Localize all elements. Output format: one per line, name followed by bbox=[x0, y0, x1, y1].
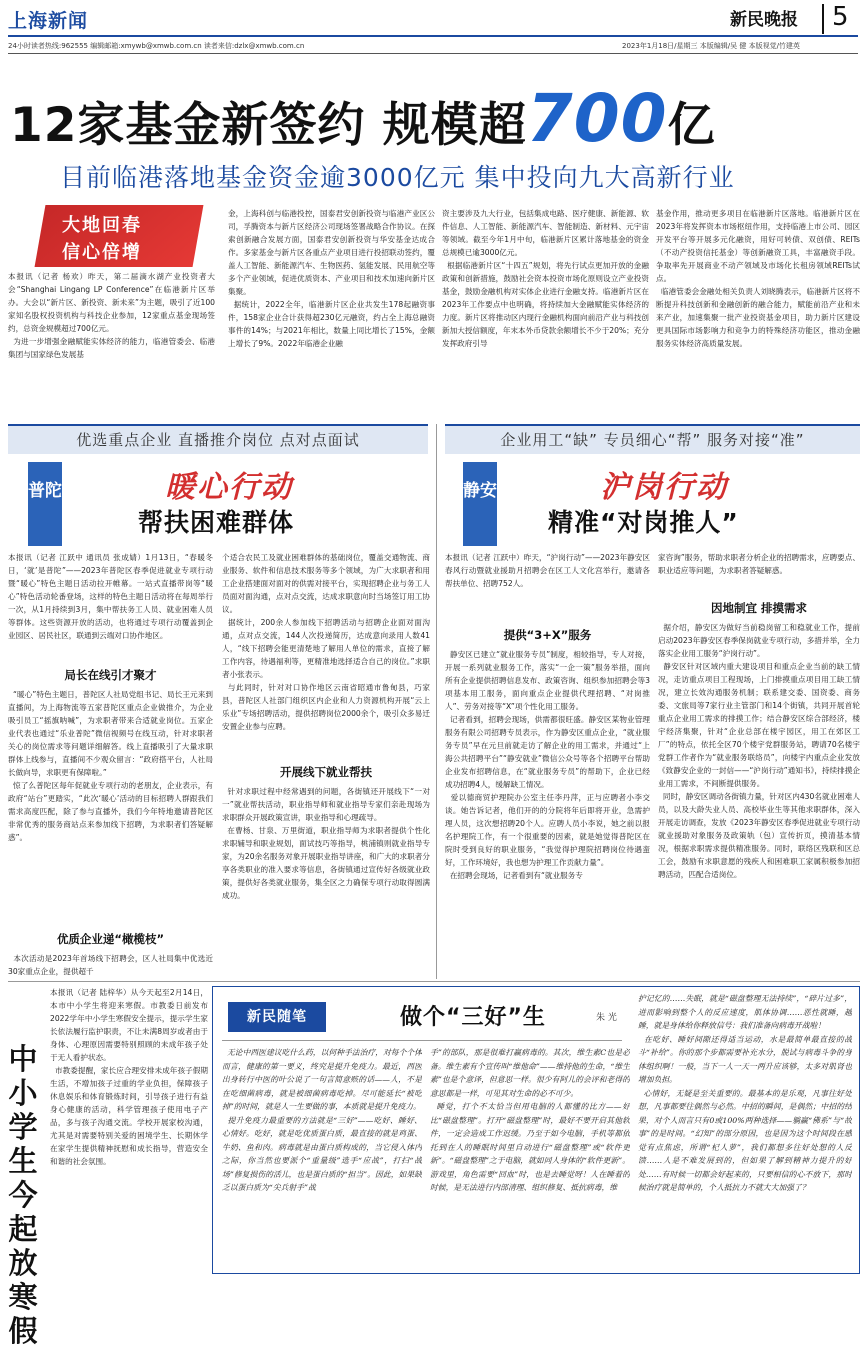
jingan-district-tag: 静安 bbox=[463, 462, 497, 546]
column-logo: 新民随笔 bbox=[228, 1002, 326, 1032]
page-number: 5 bbox=[832, 2, 849, 32]
header-rule bbox=[8, 35, 858, 37]
lead-column-1: 本报讯（记者 杨欢）昨天，第二届滴水湖产业投资者大会“Shanghai Lingang LP Conference”在临港新片区举办。大会以“新片区、新投资、新未来”为主题，吸引了近100家知名股权投资机构与科技企业参加，12家重点基金现场签约，总资金规模超过700亿元。 为进一步增强金融赋能实体经济的能力，临港管委会、临港集团与国家绿色发展基 bbox=[8, 272, 215, 359]
jingan-subhead-1: 提供“3+X”服务 bbox=[503, 628, 592, 642]
essay-title: 做个“三好”生 bbox=[400, 1005, 546, 1030]
putuo-subhead-3: 开展线下就业帮扶 bbox=[280, 765, 372, 779]
issue-date: 2023年1月18日/星期三 本版编辑/吴 健 本版视觉/竹建英 bbox=[622, 42, 800, 50]
jingan-calligraphy-title: 沪岗行动 bbox=[600, 470, 728, 505]
jingan-banner: 企业用工“缺” 专员细心“帮” 服务对接“准” bbox=[445, 424, 860, 454]
winter-break-vertical-title: 中小学生今起放寒假 bbox=[8, 1042, 38, 1348]
headline-number: 700 bbox=[526, 80, 668, 157]
badge-line-1: 大地回春 bbox=[62, 215, 142, 236]
header-subrule bbox=[8, 53, 858, 54]
putuo-column-1c: 本次活动是2023年首场线下招聘会，区人社局集中优选近30家重点企业，提供超千 bbox=[8, 954, 213, 976]
essay-title-rule bbox=[222, 1040, 622, 1041]
putuo-subhead-1: 局长在线引才聚才 bbox=[64, 668, 157, 682]
winter-break-brief: 本报讯（记者 陆梓华）从今天起至2月14日，本市中小学生将迎来寒假。市教委日前发布2022学年中小学生寒假安全提示，提示学生家长依法履行监护职责，不让未满8周岁或者由于身体、心理原因需要特别照顾的未成年孩子处于无人看护状态。 市教委提醒，家长应合理安排未成年孩子假期生活，不增加孩子过重的学业负担，保障孩子休息娱乐和体育锻炼时间，引导孩子进行有益身心健康的活动，科学管理孩子使用电子产品，多与孩子沟通交流。学校开展家校沟通，尤其是对需要特别关爱的困境学生、长期休学在家学生提供精神抚慰和成长指导，营造安全和谐的社会氛围。 bbox=[50, 988, 208, 1166]
contact-info: 24小时读者热线:962555 编辑邮箱:xmywb@xmwb.com.cn 读者来信:dzlx@xmwb.com.cn bbox=[8, 42, 305, 50]
badge-line-2: 信心倍增 bbox=[62, 242, 142, 263]
masthead-divider bbox=[822, 4, 824, 34]
lead-subtitle: 目前临港落地基金资金逾3000亿元 集中投向九大高新行业 bbox=[60, 163, 735, 192]
jingan-column-1a: 本报讯（记者 江跃中）昨天，“沪岗行动”——2023年静安区春风行动暨就业援助月招聘会在区工人文化宫举行，邀请各帮扶单位、招聘752人。 bbox=[445, 553, 650, 588]
lead-column-4: 基金作用，推动更多项目在临港新片区落地。临港新片区在2023年将发挥资本市场枢纽作用，支持临港上市公司、园区开发平台等开展多元化融资，用好可转债、双创债、REITs（不动产投资信托基金）等创新融资工具，丰富融资手段。争取率先开展商业不动产领域及市场化长租房领域REITs试点。 临港管委会金融处相关负责人刘晓腾表示，临港新片区将不断提升科技创新和金融创新的融合能力，赋能前沿产业和未来产业，加速集聚一批产业投资基金项目，助力新片区建设更具国际市场影响力和竞争力的特殊经济功能区，推动金融服务实体经济高质量发展。 bbox=[656, 209, 860, 348]
jingan-column-2a: 家咨询”服务，帮助求职者分析企业的招聘需求，应聘要点、职业适应等问题，为求职者答疑解惑。 bbox=[658, 553, 860, 575]
essay-column-2: 手”的部队，那是很难打赢病毒的。其次，维生素C也是必备。维生素有个宣传叫“维他命”——维持他的生命，“维生素”也是个意译，但意思一样。很少有阿儿的会评和老得的意思都是一样，可见其对生命的必不可少。 睡觉，打个不太恰当但用电脑的人都懂的比方——好比“磁盘整理”。打开“磁盘整理”时，最好不要开启其他软件，一定会造成工作迟缓。乃至于如今电脑，手机等都依托到在人的睡眠时间里自动进行“磁盘整理”或“软件更新”。“磁盘整理”之于电脑，就如同人身体的“软件更新”。游戏里，角色需要“回血”时，也是去睡觉呀！人在睡着的时候，是无法进行内部清理、组织修复、抵抗病毒，维 bbox=[430, 1048, 630, 1192]
essay-author: 朱 光 bbox=[596, 1013, 617, 1023]
lead-headline bbox=[10, 80, 716, 157]
putuo-district-tag: 普陀 bbox=[28, 462, 62, 546]
feature-divider bbox=[436, 424, 437, 979]
putuo-subhead-2: 优质企业递“橄榄枝” bbox=[56, 932, 165, 946]
essay-column-3: 护记忆的……失眠，就是“磁盘整理无法持续”，“碎片过多”，进而影响到整个人的反应速度，肌体协调……恶性就睡，越睡，就是身体给你释放信号：我们准备向病毒开战啦！ 在吃好、睡好间隙还得适当运动，水是最简单最直接的战斗“补给”。你的那个步都需要补充水分，脱试与病毒斗争的身体组织啊！一般，当下一人一天一两升应该够，太多对肌肾也增加负担。 心情好，无疑是至关重要的。最基本的是乐观，凡事往好处想，凡事都要往偶然与必然。中招的瞬间，是偶然；中招的结果，对个人而言只有0或100%两种选择——躺赢“佛系”与“故事”的是时间。“幻知”的部分原因，也是因为这个时间段在感觉有点焦虑，所谓“杞人萝”，我们都想多往好处想的人反馈……人是不难发展到的，但如果了解到精神力提升的好处……有时候一切都会好起来的，只要相信的心不放下，那时候治疗就是简单的，个人抵抗力不就大大加强了？ bbox=[638, 994, 852, 1192]
theme-badge bbox=[40, 205, 198, 267]
jingan-column-2b: 据介绍，静安区为做好当前稳岗留工和稳就业工作，提前启动2023年静安区春季保岗就业专项行动，多措并举，全力落实企业用工服务“沪岗行动”。 静安区针对区域内重大建设项目和重点企业当前的缺工情况，走访重点项目工程现场，上门排摸重点项目用工缺工情况，建立长效沟通服务机制；联系建交委、国资委、商务委、文旅局等7家行业主管部门和14个街镇，共同开展首轮重点企业用工需求的排摸工作；结合静安区综合部经济，楼宇经济集聚，针对“企业总部在楼宇园区，用工在郊区工厂”的特点，依托全区70个楼宇党群服务站，聘请70名楼宇党群工作者作为“就业服务联络员”，向楼宇内重点企业发放《致静安企业的一封信——“沪岗行动”通知书》，持续排摸企业用工需求，不间断提供服务。 同时，静安区调动各街镇力量，针对区内430名就业困难人员，以及大龄失业人员、高校毕业生等其他求职群体，深入开展走访调查，发放《2023年静安区春季促进就业专项行动就业援助对象服务及政策轨（包）宣传折页，摸清基本情况，根据求职需求提供精准服务。同时，联络区残联和区总工会，鼓励有求职意愿的残疾人和困难职工家属积极参加招聘活动，匹配合适岗位。 bbox=[658, 623, 860, 879]
jingan-column-1b: 静安区已建立“就业服务专员”制度，相较指导，专人对接，开展一系列就业服务工作，落实“一企一策”服务举措，面向所有企业提供招聘信息发布、政策咨询、组织参加招聘会等3项基本用工服务，面向重点企业提供代理招聘、“对岗推人”、劳务对接等“X”项个性化用工服务。 记者看到，招聘会现场，供需都很旺盛。静安区某物业管理服务有限公司招聘专员表示，作为静安区重点企业，“就业服务专员”早在元旦前就走访了解企业的用工需求，并通过“上海公共招聘平台”“静安就业”微信公众号等各个招聘平台帮助企业发布招聘信息，在“就业服务专员”的帮助下，企业已经成功招聘4人，缓解缺工情况。 爱以德商贸护理院办公室主任李丹萍，正与应聘者小李交谈。她告诉记者，他们开的的分院将年后即将开业，急需护理人员，这次想招聘20个人。应聘人员小李说，她之前以报名护理院工作，有一个很重要的因素，就是她觉得普陀区在院时受到良好的职业服务，“我觉得护理院招聘岗位待遇蛮好，工作环境好，我也想为护理工作贡献力量”。 在招聘会现场，记者看到有“就业服务专 bbox=[445, 650, 650, 880]
section-rule bbox=[8, 981, 860, 982]
putuo-column-2a: 个适合农民工及就业困难群体的基础岗位，覆盖交通物流、商业服务、软件和信息技术服务等多个领域，为广大求职者和用工企业搭建面对面对的供需对接平台，实现招聘企业与务工人员面对面沟通，点对点交流，达成求职意向时当场签订用工协议。 据统计，200余人参加线下招聘活动与招聘企业面对面沟通，点对点交流，144人次投递简历，达成意向录用人数41人，“线下招聘会能更清楚地了解用人单位的需求，直接了解工作内容，待遇福利等，更精准地选择适合自己的岗位。”求职者小张表示。 与此同时，针对对口协作地区云南省昭通市鲁甸县，巧家县，普陀区人社部门组织区内企业和人力资源机构开展“云上乐业”专场招聘活动，提供招聘岗位2000余个，吸引众多易迁安置企业参与应聘。 bbox=[222, 553, 430, 731]
section-name: 上海新闻 bbox=[8, 10, 89, 32]
essay-column-1: 无论中西医建议吃什么药，以何种手法治疗，对每个个体而言，健康的第一要义，终究是提升免疫力。最近，西医出身转行中医的叶公说了一句言简意赅的话——人，不是在吃细菌病毒，就是被细菌病毒吃掉。尽可能延长“被吃掉”的时间，就是人一生要做的事，本质就是提升免疫力。 提升免疫力最重要的方法就是“三好”——吃好、睡好、心情好。吃好，就是吃优质蛋白质，最直接的就是鸡蛋、牛奶、鱼和肉。病毒就是由蛋白质构成的，当它侵入体内之际，你当然也要派个“重量级”选手“应战”，打扫“战场”修复损伤的活儿，也是蛋白质的“担当”。因此，如果缺乏以蛋白质为“尖兵射手”战 bbox=[222, 1048, 422, 1192]
putuo-banner: 优选重点企业 直播推介岗位 点对点面试 bbox=[8, 424, 428, 454]
putuo-column-2b: 针对求职过程中经常遇到的问题，各街镇还开展线下“一对一”就业帮扶活动，职业指导师和就业指导专家们亲赴现场为求职群众开展政策宣讲，职业指导和心理疏导。 在曹杨、甘泉、万里街道，职业指导师为求职者提供个性化求职辅导和职业规划，面试技巧等指导，桃浦镇则就业指导专家，为20余名服务对象开展职业指导讲座，和广大的求职者分享各类职业的准入要求等信息，各街镇通过宣传好各级就业政策，提供好各类就业服务，集全区之力确保专项行动取得圆满成功。 bbox=[222, 787, 430, 900]
jingan-subhead-2: 因地制宜 排摸需求 bbox=[710, 601, 807, 615]
putuo-headline: 帮扶困难群体 bbox=[138, 508, 295, 537]
putuo-column-1a: 本报讯（记者 江跃中 通讯员 张成婧）1月13日，“春暖冬日，‘就’是普陀”——2023年普陀区春季促进就业专项行动暨“暖心”特色主题日活动拉开帷幕。一站式直播带岗等“暖心”特色活动轮番登场，这样的特色主题日活动将在每周举行一次，从1月持续到3月，集中帮扶务工人员、就业困难人员等群体。这些资源开放的活动，也将通过专项行动覆盖到企业园区、居民社区，联通到云端对口协作地区。 bbox=[8, 553, 213, 640]
newspaper-masthead: 新民晚报 bbox=[730, 10, 798, 30]
lead-column-2: 金，上海科创与临港投控，国泰君安创新投资与临港产业区公司，孚腾资本与新片区经济公司现场签署战略合作协议。在探索创新融合发展方面，国泰君安创新投资与华安基金达成合作。多家基金与新片区各重点产业项目进行投招联动签约，覆盖人工智能、新能源汽车、生物医药、氢能发展、民用航空等多个产业领域，促进优质资本、产业项目和技术加速向新片区集聚。 据统计，2022全年，临港新片区企业共发生178起融资事件，158家企业合计获得超230亿元融资，约占全上海总融资事件的14%；与2021年相比，数量上同比增长了15%，金额上增长了9%。2022年临港企业融 bbox=[228, 209, 435, 348]
putuo-column-1b: “暖心”特色主题日，普陀区人社局党组书记、局长王元来到直播间，为上海物流等五家普陀区重点企业做推介，为企业吸引员工“摇旗呐喊”，为求职者带来合适就业岗位。五家企业代表也通过“乐业普陀”微信视频号在线互动，针对求职者关心的岗位需求等问题详细解答。线上直播吸引了大量求职群体上线参与，直播间不少观众留言：“政府搭平台，人社局长做向导，求职更有保障啦。” 惊了么普陀区每年促就业专项行动的老朋友，企业表示，有政府“站台”更踏实，“此次‘暖心’活动的目标招聘人群跟我们需求高度匹配，除了参与直播外，我们今年特地邀请普陀区非常优秀的服务商站点来参加线下招聘，为求职者们答疑解惑”。 bbox=[8, 690, 213, 842]
lead-column-3: 资主要涉及九大行业，包括集成电路、医疗健康、新能源、软件信息、人工智能、新能源汽车、智能制造、新材料、元宇宙等领域。截至今年1月中旬，临港新片区累计落地基金的资金总规模已逾3000亿元。 根据临港新片区“十四五”规划，将先行试点更加开放的金融政策和创新措施，鼓励社会资本投资市场化原则设立产业投资基金，鼓励金融机构对实体企业进行金融支持。临港新片区在2023年工作要点中也明确，将持续加大金融赋能实体经济的力度。新片区将推动区内现行金融机构面向前沿产业与科技创新加大授信额度，年末本外币贷款余额增长不少于20%；充分发挥政府引导 bbox=[442, 209, 649, 348]
putuo-calligraphy-title: 暖心行动 bbox=[165, 470, 293, 505]
headline-part-a: 12家基金新签约 规模超 bbox=[10, 98, 527, 153]
jingan-headline: 精准“对岗推人” bbox=[548, 508, 739, 537]
headline-part-b: 亿 bbox=[667, 98, 716, 153]
